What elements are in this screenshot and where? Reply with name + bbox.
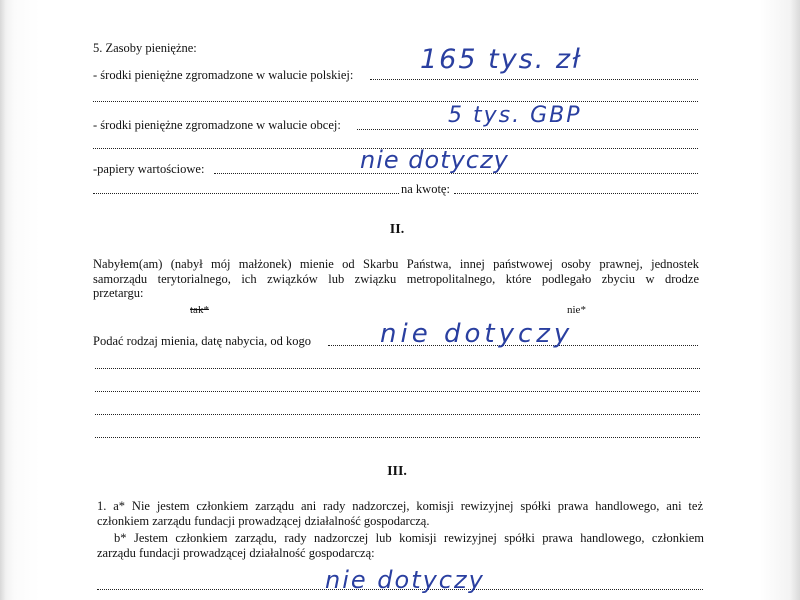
property-label: Podać rodzaj mienia, datę nabycia, od kogo bbox=[93, 334, 311, 348]
pln-dotted-line bbox=[370, 79, 698, 80]
fx-label: - środki pieniężne zgromadzone w walucie obcej: bbox=[93, 118, 341, 132]
section3-b-line2: zarządu fundacji prowadzącej działalność gospodarczą: bbox=[97, 546, 375, 560]
pln-label: - środki pieniężne zgromadzone w walucie polskiej: bbox=[93, 68, 354, 82]
property-dotted-line-5 bbox=[95, 437, 700, 438]
property-dotted-line-4 bbox=[95, 414, 700, 415]
section3-heading: III. bbox=[387, 464, 407, 479]
section3-a-line2: członkiem zarządu fundacji prowadzącej działalność gospodarczą. bbox=[97, 514, 430, 528]
pln-dotted-line-2 bbox=[93, 101, 698, 102]
option-no[interactable]: nie* bbox=[567, 304, 586, 316]
securities-label: -papiery wartościowe: bbox=[93, 162, 205, 176]
section3-value-handwriting[interactable]: nie dotyczy bbox=[325, 566, 485, 594]
amount-dotted-line-right bbox=[454, 193, 698, 194]
section3-a-line1: 1. a* Nie jestem członkiem zarządu ani rady nadzorczej, komisji rewizyjnej spółki prawa handlowego, ani też bbox=[97, 499, 703, 513]
securities-value-handwriting[interactable]: nie dotyczy bbox=[360, 146, 509, 174]
property-dotted-line-3 bbox=[95, 391, 700, 392]
fx-value-handwriting[interactable]: 5 tys. GBP bbox=[448, 103, 582, 128]
pln-value-handwriting[interactable]: 165 tys. zł bbox=[420, 44, 582, 75]
amount-dotted-line-left bbox=[93, 193, 399, 194]
property-value-handwriting[interactable]: nie dotyczy bbox=[380, 319, 574, 349]
section2-paragraph-line3: przetargu: bbox=[93, 286, 144, 300]
section2-heading: II. bbox=[389, 222, 405, 237]
property-dotted-line-2 bbox=[95, 368, 700, 369]
section2-paragraph-line1: Nabyłem(am) (nabył mój małżonek) mienie od Skarbu Państwa, innej państwowej osoby prawnej, jednostek bbox=[93, 257, 699, 271]
section3-b-line1: b* Jestem członkiem zarządu, rady nadzorczej lub komisji rewizyjnej spółki prawa handlowego, członkiem bbox=[114, 531, 704, 545]
section2-paragraph-line2: samorządu terytorialnego, ich związków lub związku metropolitalnego, które podlegało zbyciu w drodze bbox=[93, 272, 699, 286]
section5-heading: 5. Zasoby pieniężne: bbox=[93, 41, 197, 55]
option-yes[interactable]: tak* bbox=[190, 304, 209, 316]
amount-label: na kwotę: bbox=[401, 182, 450, 196]
